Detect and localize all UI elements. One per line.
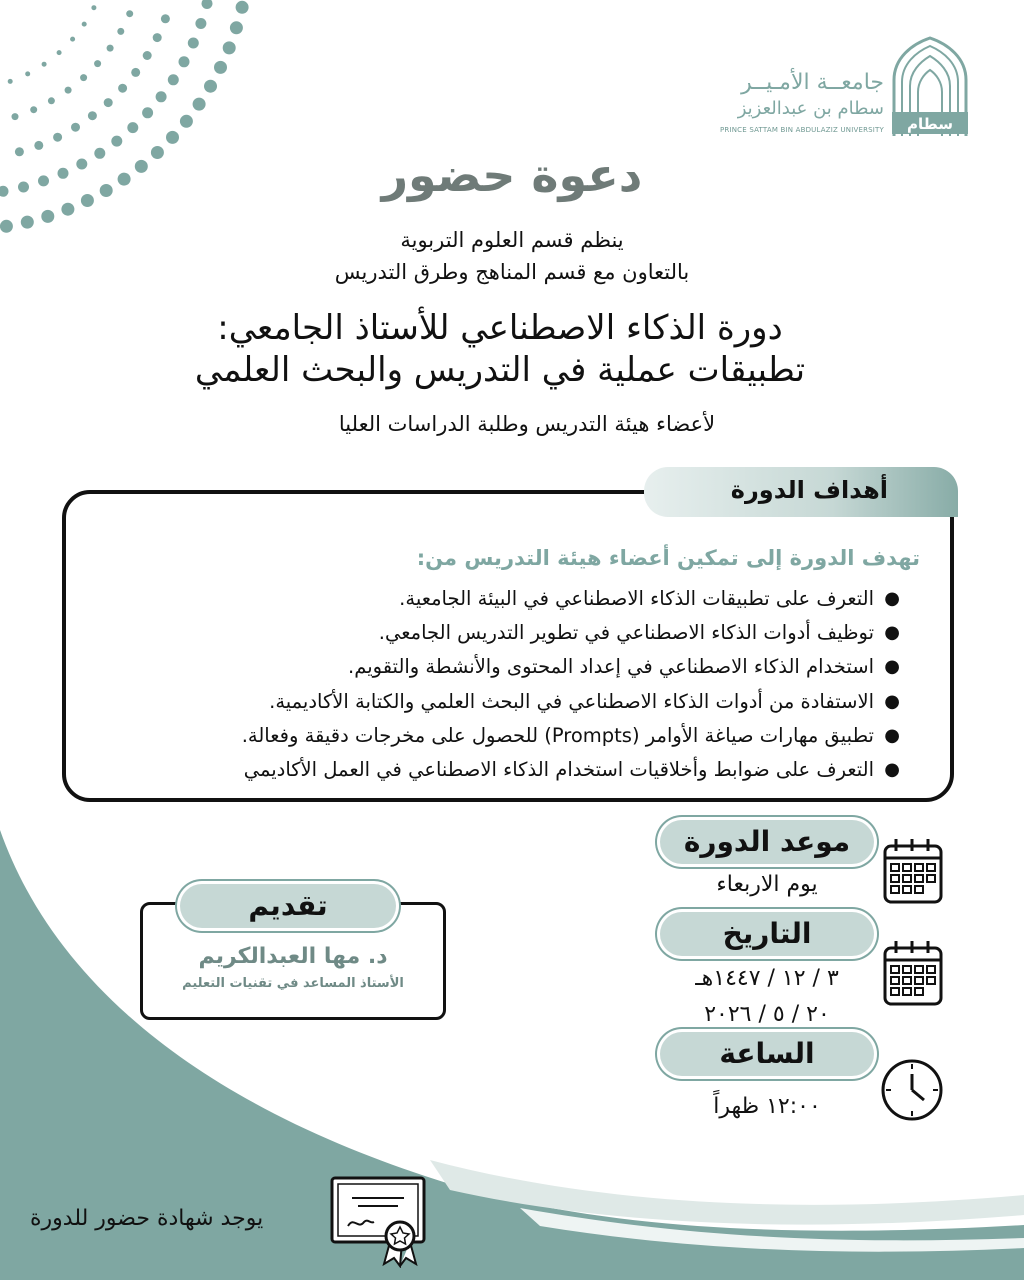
invitation-title: دعوة حضور [381, 148, 643, 202]
decor-dot [12, 113, 19, 120]
clock-icon [880, 1058, 944, 1122]
decor-dot [53, 133, 62, 142]
course-title-line1: دورة الذكاء الاصطناعي للأستاذ الجامعي: [217, 308, 783, 348]
decor-dot [153, 33, 162, 42]
goal-item: ● الاستفادة من أدوات الذكاء الاصطناعي في البحث العلمي والكتابة الأكاديمية. [54, 685, 874, 719]
decor-dot [131, 68, 140, 77]
presenter-title: الأستاذ المساعد في تقنيات التعليم [182, 976, 404, 991]
goal-item: ● توظيف أدوات الذكاء الاصطناعي في تطوير التدريس الجامعي. [54, 616, 874, 650]
organizer-line2: بالتعاون مع قسم المناهج وطرق التدريس [334, 260, 690, 284]
bullet-icon: ● [884, 690, 900, 712]
calendar-icon [882, 836, 944, 906]
goal-item: ● استخدام الذكاء الاصطناعي في إعداد المحتوى والأنشطة والتقويم. [54, 650, 874, 684]
decor-dot [48, 97, 55, 104]
decor-dot [30, 106, 37, 113]
university-name-english: PRINCE SATTAM BIN ABDULAZIZ UNIVERSITY [720, 126, 884, 134]
decor-dot [195, 18, 206, 29]
presenter-heading: تقديم [180, 884, 396, 928]
university-name-line2: سطام بن عبدالعزيز [737, 98, 884, 119]
decor-dot [111, 136, 122, 147]
bullet-icon: ● [884, 622, 900, 644]
date-heading: التاريخ [660, 912, 874, 956]
goal-item: ● تطبيق مهارات صياغة الأوامر (Prompts) للحصول على مخرجات دقيقة وفعالة. [54, 719, 874, 753]
decor-dot [179, 56, 190, 67]
decor-dot [161, 14, 170, 23]
decor-dot [57, 50, 62, 55]
decor-dot [61, 203, 74, 216]
goals-intro: تهدف الدورة إلى تمكين أعضاء هيئة التدريس من: [416, 546, 920, 570]
presenter-name: د. مها العبدالكريم [198, 944, 388, 969]
decor-dot [70, 37, 75, 42]
decor-dot [65, 87, 72, 94]
svg-text:سطام: سطام [907, 115, 953, 133]
decor-dot [71, 123, 80, 132]
date-hijri: ٣ / ١٢ / ١٤٤٧هـ [695, 966, 839, 991]
decor-dot [142, 107, 153, 118]
goal-item: ● التعرف على ضوابط وأخلاقيات استخدام الذكاء الاصطناعي في العمل الأكاديمي [54, 753, 874, 787]
bullet-icon: ● [884, 656, 900, 678]
decor-dot [94, 60, 101, 67]
decor-dot [193, 98, 206, 111]
decor-dot [127, 122, 138, 133]
decor-dot [143, 51, 152, 60]
decor-dot [25, 71, 30, 76]
decor-dot [118, 84, 127, 93]
day-heading: موعد الدورة [660, 820, 874, 864]
goals-heading: أهداف الدورة [730, 476, 888, 504]
decor-dot [104, 98, 113, 107]
organizer-line1: ينظم قسم العلوم التربوية [400, 228, 624, 252]
decor-dot [41, 210, 54, 223]
decor-dot [236, 1, 249, 14]
bullet-icon: ● [884, 724, 900, 746]
time-value: ١٢:٠٠ ظهراً [713, 1094, 821, 1119]
bullet-icon: ● [884, 588, 900, 609]
course-title-line2: تطبيقات عملية في التدريس والبحث العلمي [194, 350, 806, 390]
university-logo-mark [890, 36, 970, 140]
decor-dot [80, 74, 87, 81]
decor-dot [230, 21, 243, 34]
decor-dot [117, 28, 124, 35]
decor-dot [202, 0, 213, 9]
goal-item: ● التعرف على تطبيقات الذكاء الاصطناعي في البيئة الجامعية. [54, 582, 874, 616]
decor-dot [166, 131, 179, 144]
decor-dot [223, 41, 236, 54]
decor-dot [8, 79, 13, 84]
decor-dot [82, 22, 87, 27]
decor-dot [214, 61, 227, 74]
audience-text: لأعضاء هيئة التدريس وطلبة الدراسات العليا [338, 412, 716, 436]
certificate-icon [330, 1176, 426, 1268]
university-name-line1: جامعــة الأمـيــر [741, 70, 884, 95]
decor-dot [204, 80, 217, 93]
bullet-icon: ● [884, 758, 900, 780]
certificate-note: يوجد شهادة حضور للدورة [30, 1206, 264, 1231]
decor-dot [42, 62, 47, 67]
decor-dot [91, 5, 96, 10]
decor-dot [168, 74, 179, 85]
decor-dot [88, 111, 97, 120]
decor-dot [188, 38, 199, 49]
decor-dot [107, 45, 114, 52]
day-value: يوم الاربعاء [716, 872, 818, 897]
decor-dot [21, 216, 34, 229]
decor-dot [156, 91, 167, 102]
goals-list [54, 582, 900, 787]
date-gregorian: ٢٠ / ٥ / ٢٠٢٦ [704, 1002, 830, 1027]
decor-dot [126, 10, 133, 17]
calendar-icon [882, 938, 944, 1008]
decor-dot [180, 115, 193, 128]
time-heading: الساعة [660, 1032, 874, 1076]
